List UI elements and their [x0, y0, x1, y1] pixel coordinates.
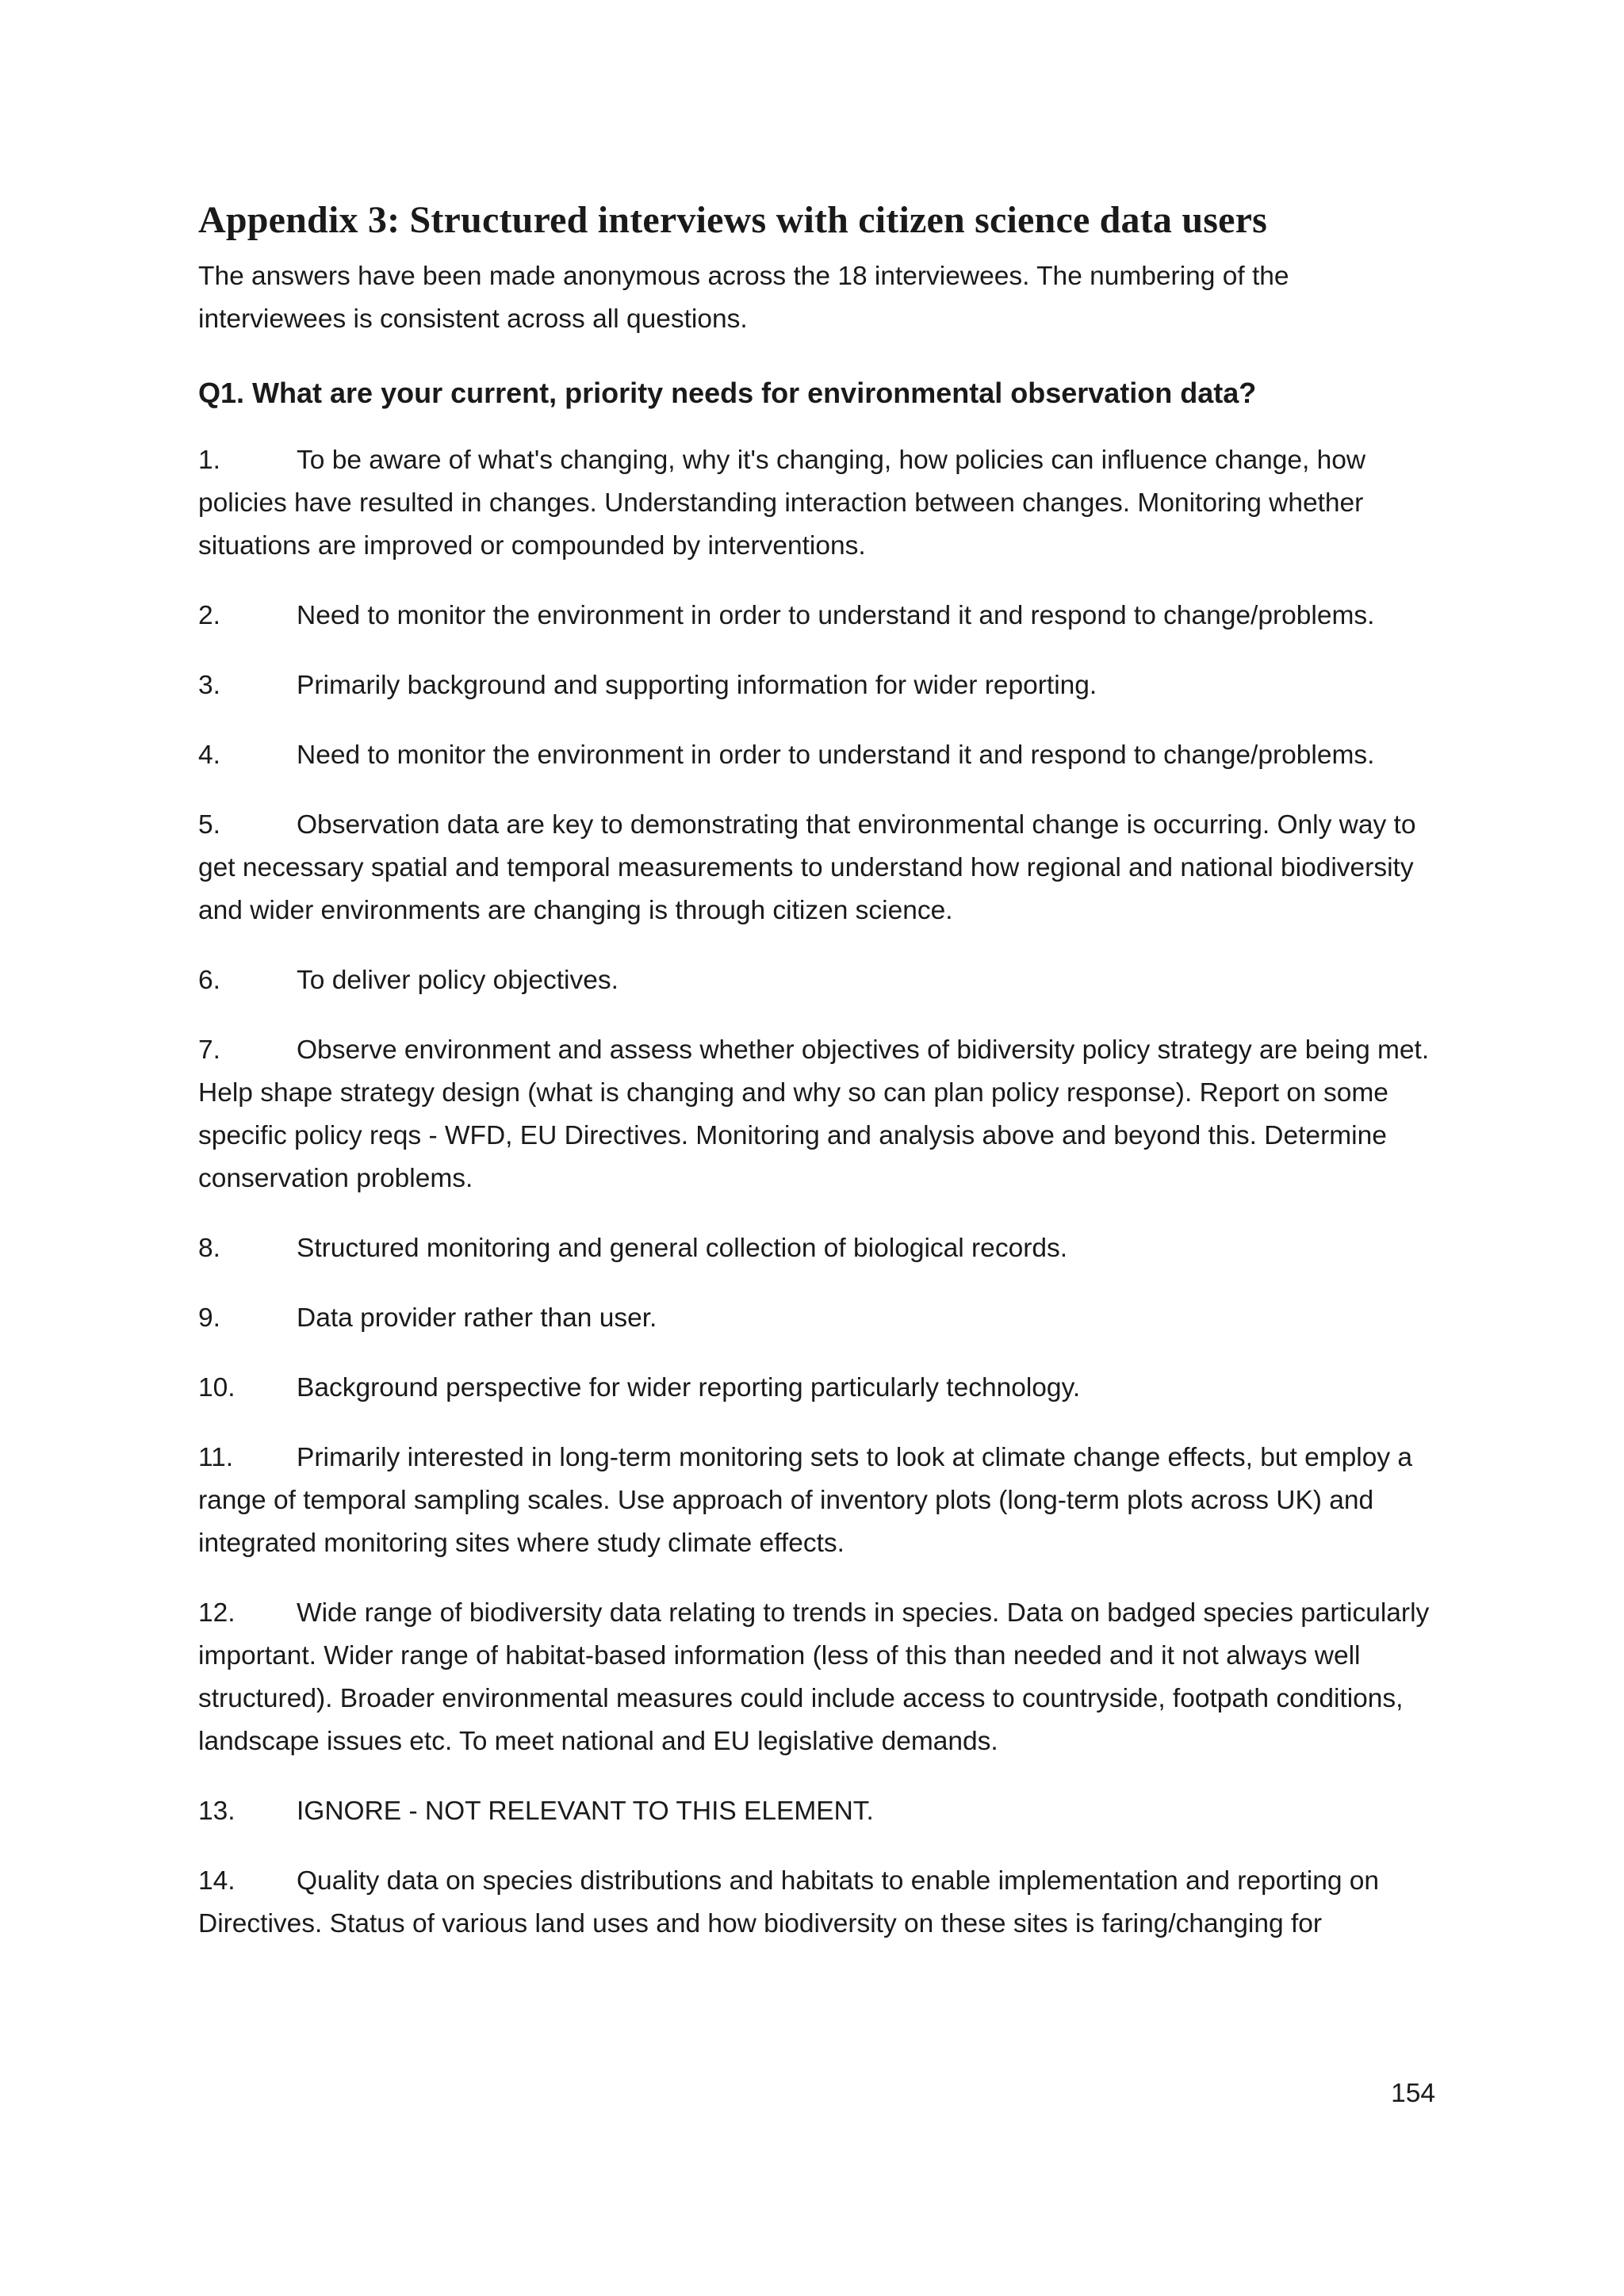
answer-text: Need to monitor the environment in order to understand it and respond to change/problems. — [297, 740, 1375, 770]
answer-item — [198, 664, 1435, 707]
intro-paragraph: The answers have been made anonymous across the 18 interviewees. The numbering of the interviewees is consistent across all questions. — [198, 262, 1289, 334]
answer-text: Observation data are key to demonstrating that environmental change is occurring. Only way to get necessary spatial and temporal measurements to understand how regional and national biodiversity and wider environments are changing is through citizen science. — [198, 810, 1416, 925]
answer-number: 5. — [198, 810, 220, 840]
answer-number: 7. — [198, 1035, 220, 1065]
answer-text: Structured monitoring and general collection of biological records. — [297, 1234, 1068, 1263]
answer-text: IGNORE - NOT RELEVANT TO THIS ELEMENT. — [297, 1797, 874, 1826]
answer-number: 3. — [198, 671, 220, 700]
answer-item — [198, 1029, 1435, 1200]
answer-number: 14. — [198, 1866, 236, 1896]
answer-text: Primarily background and supporting information for wider reporting. — [297, 671, 1097, 700]
answer-text: To deliver policy objectives. — [297, 966, 619, 995]
answer-text: Data provider rather than user. — [297, 1303, 657, 1333]
answer-item — [198, 734, 1435, 777]
answer-text: Background perspective for wider reporting particularly technology. — [297, 1373, 1081, 1402]
answer-text: To be aware of what's changing, why it's changing, how policies can influence change, how policies have resulted in changes. Understanding interaction between changes. Monitoring whether situations are improved or compounded by interventions. — [198, 446, 1366, 561]
answer-number: 12. — [198, 1598, 236, 1628]
answer-number: 9. — [198, 1303, 220, 1333]
answer-number: 11. — [198, 1443, 234, 1472]
answer-item — [198, 595, 1435, 637]
answer-list — [198, 439, 1435, 1946]
answer-number: 2. — [198, 601, 220, 630]
answer-item — [198, 1790, 1435, 1833]
answer-number: 13. — [198, 1797, 236, 1826]
answer-text: Wide range of biodiversity data relating to trends in species. Data on badged species particularly important. Wider range of habitat-based information (less of this than needed and it not always well structured). Broader environmental measures could include access to countryside, footpath conditions, landscape issues etc. To meet national and EU legislative demands. — [198, 1598, 1430, 1756]
answer-number: 1. — [198, 446, 220, 475]
answer-item — [198, 1592, 1435, 1763]
answer-item — [198, 439, 1435, 568]
answer-item — [198, 1367, 1435, 1410]
appendix-title: Appendix 3: Structured interviews with citizen science data users — [198, 199, 1267, 241]
answer-number: 8. — [198, 1234, 220, 1263]
answer-text: Need to monitor the environment in order to understand it and respond to change/problems. — [297, 601, 1375, 630]
answer-item — [198, 1860, 1435, 1946]
page-content — [198, 197, 1435, 1973]
answer-text: Quality data on species distributions and habitats to enable implementation and reporting on Directives. Status of various land uses and how biodiversity on these sites is faring/changing for — [198, 1866, 1380, 1938]
answer-text: Primarily interested in long-term monitoring sets to look at climate change effects, but employ a range of temporal sampling scales. Use approach of inventory plots (long-term plots across UK) and integrated monitoring sites where study climate effects. — [198, 1443, 1413, 1558]
answer-item — [198, 1297, 1435, 1340]
answer-item — [198, 1437, 1435, 1565]
answer-item — [198, 804, 1435, 932]
answer-number: 4. — [198, 740, 220, 770]
answer-item — [198, 959, 1435, 1002]
answer-text: Observe environment and assess whether objectives of bidiversity policy strategy are being met. Help shape strategy design (what is changing and why so can plan policy response). Report on some specific policy reqs - WFD, EU Directives. Monitoring and analysis above and beyond this. Determine conservation problems. — [198, 1035, 1430, 1193]
page-number: 154 — [1391, 2079, 1435, 2108]
answer-number: 10. — [198, 1373, 236, 1402]
answer-item — [198, 1227, 1435, 1270]
answer-number: 6. — [198, 966, 220, 995]
question-heading: Q1. What are your current, priority needs for environmental observation data? — [198, 377, 1257, 409]
